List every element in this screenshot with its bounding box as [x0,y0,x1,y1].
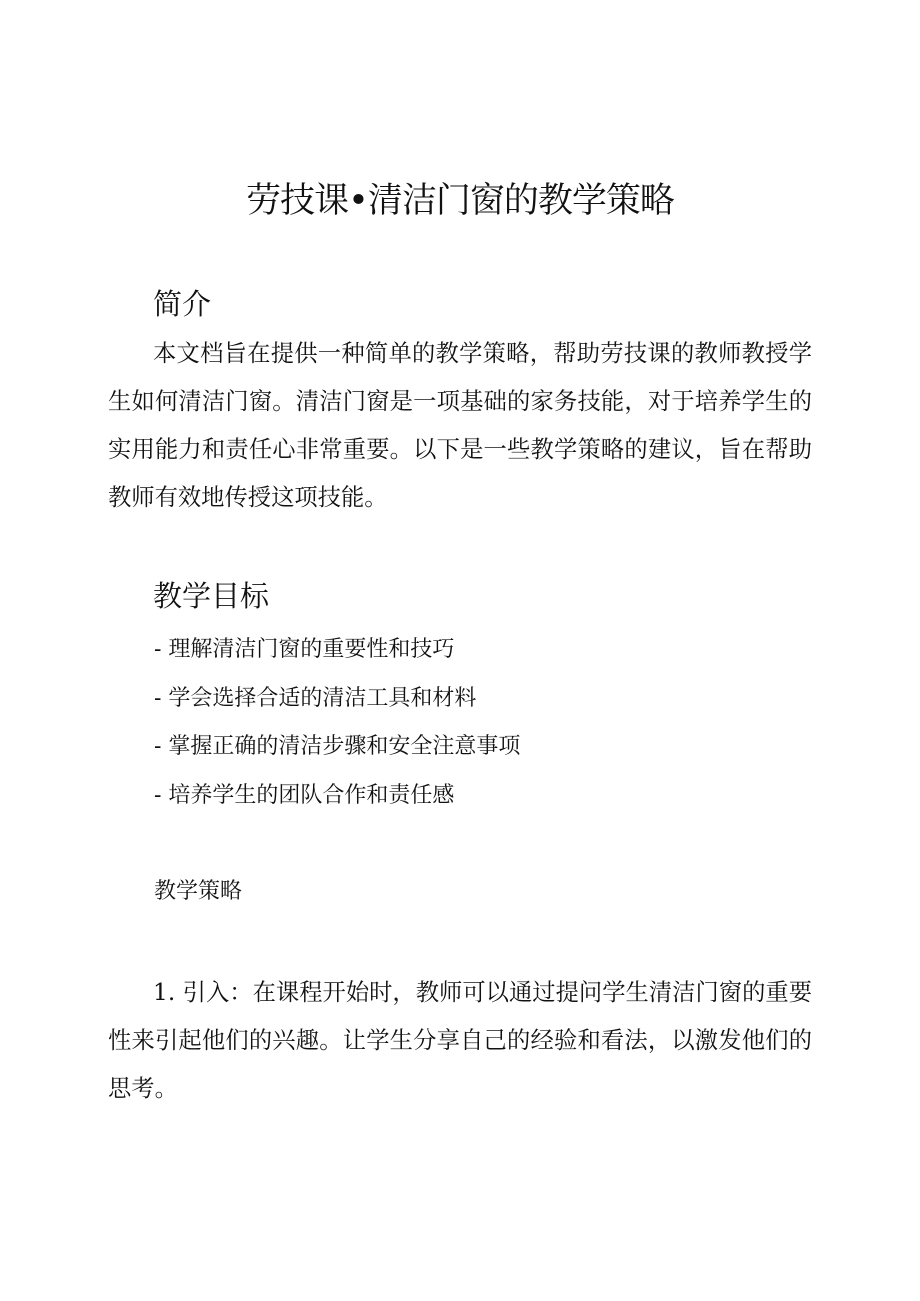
intro-paragraph: 本文档旨在提供一种简单的教学策略，帮助劳技课的教师教授学生如何清洁门窗。清洁门窗是一项基础的家务技能，对于培养学生的实用能力和责任心非常重要。以下是一些教学策略的建议，旨在帮助教师有效地传授这项技能。 [108,340,812,511]
goals-heading: 教学目标 [153,579,270,613]
goal-item: - 学会选择合适的清洁工具和材料 [154,685,477,711]
strategy-step-1: 1. 引入：在课程开始时，教师可以通过提问学生清洁门窗的重要性来引起他们的兴趣。让学生分享自己的经验和看法，以激发他们的思考。 [108,979,812,1102]
goals-list [154,626,520,820]
goal-item: - 理解清洁门窗的重要性和技巧 [154,637,455,662]
strategy-heading: 教学策略 [154,879,243,904]
goal-item: - 掌握正确的清洁步骤和安全注意事项 [154,734,521,759]
goal-item: - 培养学生的团队合作和责任感 [154,782,455,808]
intro-heading: 简介 [153,287,212,321]
document-title: 劳技课•清洁门窗的教学策略 [246,181,674,221]
